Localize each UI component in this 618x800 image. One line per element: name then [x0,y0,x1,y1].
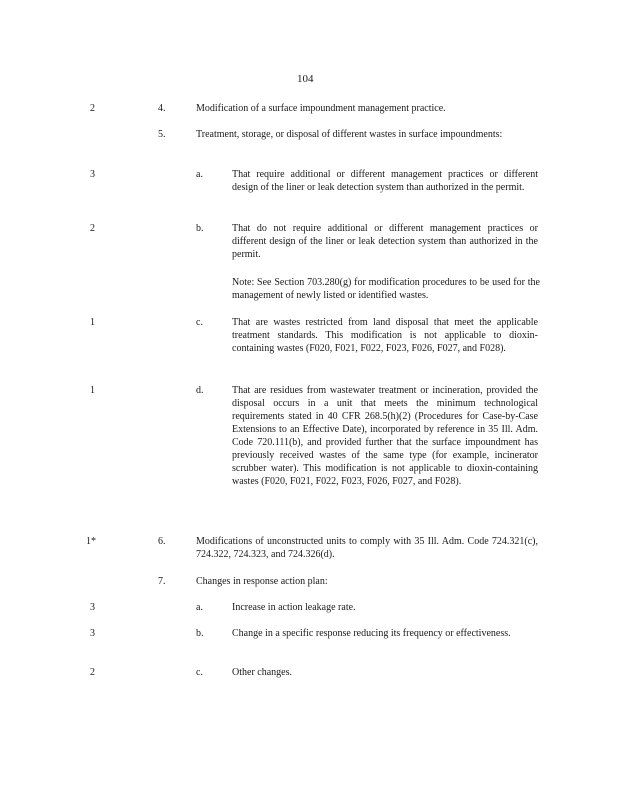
item-text: Change in a specific response reducing its frequency or effectiveness. [232,628,511,639]
item-number: 5. [158,129,166,140]
item-letter: b. [196,628,204,639]
item-letter: b. [196,223,204,234]
class-label: 3 [90,169,95,180]
class-label: 1 [90,317,95,328]
item-text: Treatment, storage, or disposal of different wastes in surface impoundments: [196,129,503,140]
class-label: 3 [90,602,95,613]
item-letter: a. [196,602,203,613]
class-label: 3 [90,628,95,639]
item-number: 7. [158,576,166,587]
class-label: 2 [90,667,95,678]
class-label: 2 [90,223,95,234]
class-label: 1* [86,536,96,547]
item-text: Other changes. [232,667,292,678]
item-letter: c. [196,317,203,328]
item-number: 4. [158,103,166,114]
class-label: 1 [90,385,95,396]
item-letter: d. [196,385,204,396]
note-text: Note: See Section 703.280(g) for modification procedures to be used for the management of newly listed or identified wastes. [232,277,540,301]
page-number: 104 [297,73,314,85]
item-number: 6. [158,536,166,547]
item-text: Increase in action leakage rate. [232,602,356,613]
item-text: Modification of a surface impoundment management practice. [196,103,446,114]
item-letter: a. [196,169,203,180]
item-text: That are wastes restricted from land disposal that meet the applicable treatment standards. This modification is not applicable to dioxin-containing wastes (F020, F021, F022, F023, F026, F027, and F028). [232,317,538,354]
item-letter: c. [196,667,203,678]
class-label: 2 [90,103,95,114]
item-text: That do not require additional or different management practices or different design of the liner or leak detection system than authorized in the permit. [232,223,538,260]
item-text: That require additional or different management practices or different design of the liner or leak detection system than authorized in the permit. [232,169,538,193]
item-text: Changes in response action plan: [196,576,328,587]
item-text: Modifications of unconstructed units to comply with 35 Ill. Adm. Code 724.321(c), 724.322, 724.323, and 724.326(d). [196,536,538,560]
item-text: That are residues from wastewater treatment or incineration, provided the disposal occurs in a unit that meets the minimum technological requirements stated in 40 CFR 268.5(h)(2) (Procedures for Case-by-Case Extensions to an Effective Date), incorporated by reference in 35 Ill. Adm. Code 720.111(b), and provided further that the surface impoundment has previously received wastes of the same type (for example, incinerator scrubber water). This modification is not applicable to dioxin-containing wastes (F020, F021, F022, F023, F026, F027, and F028). [232,385,538,487]
